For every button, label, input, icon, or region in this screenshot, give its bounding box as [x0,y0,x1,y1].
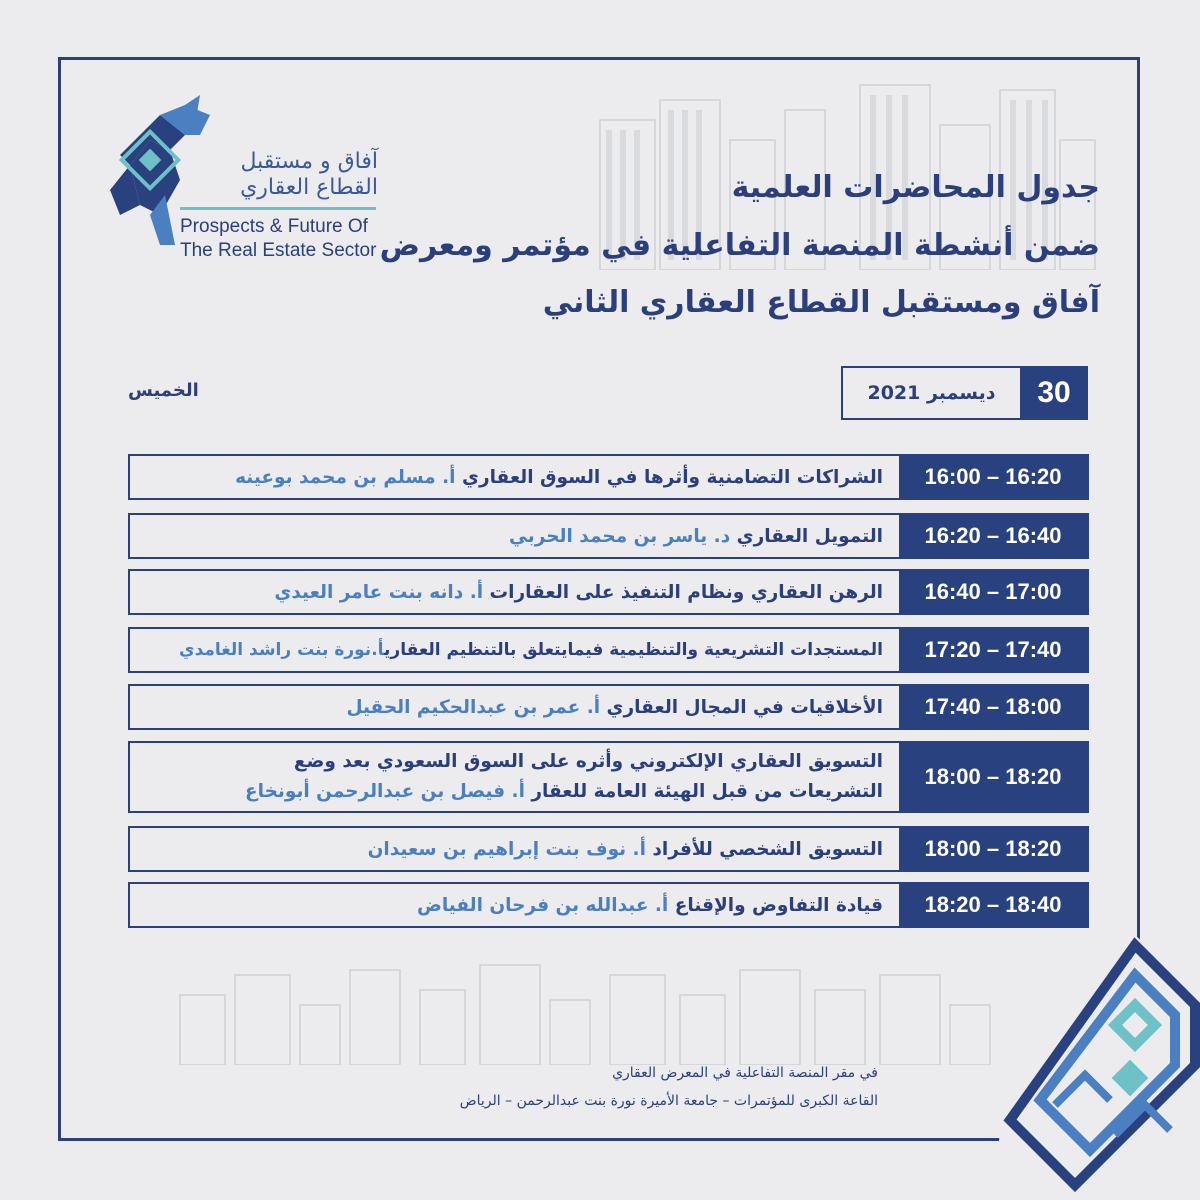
schedule-row [128,826,1089,872]
session-time: 17:40 – 18:00 [899,686,1087,728]
session-topic [130,456,899,498]
schedule-row [128,684,1089,730]
title-line-2: ضمن أنشطة المنصة التفاعلية في مؤتمر ومعرض [379,228,1100,263]
session-speaker: أ. نوف بنت إبراهيم بن سعيدان [367,838,646,860]
session-time: 16:00 – 16:20 [899,456,1087,498]
date-month-year: ديسمبر 2021 [841,366,1022,420]
session-speaker: أ. دانه بنت عامر العيدي [274,581,484,603]
session-time: 17:20 – 17:40 [899,629,1087,671]
session-title: الشراكات التضامنية وأثرها في السوق العقاري [461,466,883,488]
session-time: 18:00 – 18:20 [899,828,1087,870]
title-line-3: آفاق ومستقبل القطاع العقاري الثاني [542,285,1100,320]
session-title: الأخلاقيات في المجال العقاري [606,696,883,718]
session-title: التمويل العقاري [736,525,883,547]
session-topic [130,515,899,557]
logo-english-line-2: The Real Estate Sector [180,240,377,261]
date-day-badge: 30 [1020,366,1088,420]
venue-line-1: في مقر المنصة التفاعلية في المعرض العقاري [612,1065,878,1081]
corner-emblem-icon [995,935,1200,1200]
logo-divider [180,207,376,210]
session-speaker: أ. فيصل بن عبدالرحمن أبونخاع [244,781,525,802]
session-title: المستجدات التشريعية والتنظيمية فيمايتعلق بالتنظيم العقاري [384,640,883,660]
session-time: 18:00 – 18:20 [899,743,1087,811]
logo-arabic-line-2: القطاع العقاري [240,175,378,200]
schedule-row [128,569,1089,615]
schedule-row [128,627,1089,673]
date-weekday: الخميس [128,380,199,401]
skyline-bottom-illustration [150,955,1010,1065]
logo-english-line-1: Prospects & Future Of [180,216,368,237]
session-topic [130,571,899,613]
title-line-1: جدول المحاضرات العلمية [731,170,1100,205]
session-topic [130,828,899,870]
session-speaker: أ. عمر بن عبدالحكيم الحقيل [346,696,601,718]
session-title: التسويق العقاري الإلكتروني وأثره على السوق السعودي بعد وضع [293,751,883,772]
session-topic [130,743,899,811]
session-topic [130,686,899,728]
schedule-row [128,741,1089,813]
schedule-row [128,882,1089,928]
schedule-row [128,513,1089,559]
venue-line-2: القاعة الكبرى للمؤتمرات – جامعة الأميرة نورة بنت عبدالرحمن – الرياض [459,1093,878,1109]
session-speaker: أ.نورة بنت راشد الغامدي [178,640,385,660]
session-time: 18:20 – 18:40 [899,884,1087,926]
logo-arabic-line-1: آفاق و مستقبل [240,149,378,174]
session-time: 16:40 – 17:00 [899,571,1087,613]
session-title: التسويق الشخصي للأفراد [652,838,883,860]
session-title: الرهن العقاري ونظام التنفيذ على العقارات [489,581,883,603]
schedule-row [128,454,1089,500]
session-topic [130,629,899,671]
session-time: 16:20 – 16:40 [899,515,1087,557]
session-topic [130,884,899,926]
session-speaker: أ. عبدالله بن فرحان الفياض [416,894,669,916]
session-title: قيادة التفاوض والإقناع [674,894,883,916]
session-speaker: أ. مسلم بن محمد بوعينه [235,466,456,488]
session-title-continued: التشريعات من قبل الهيئة العامة للعقار [531,781,883,802]
session-speaker: د. ياسر بن محمد الحربي [509,525,731,547]
